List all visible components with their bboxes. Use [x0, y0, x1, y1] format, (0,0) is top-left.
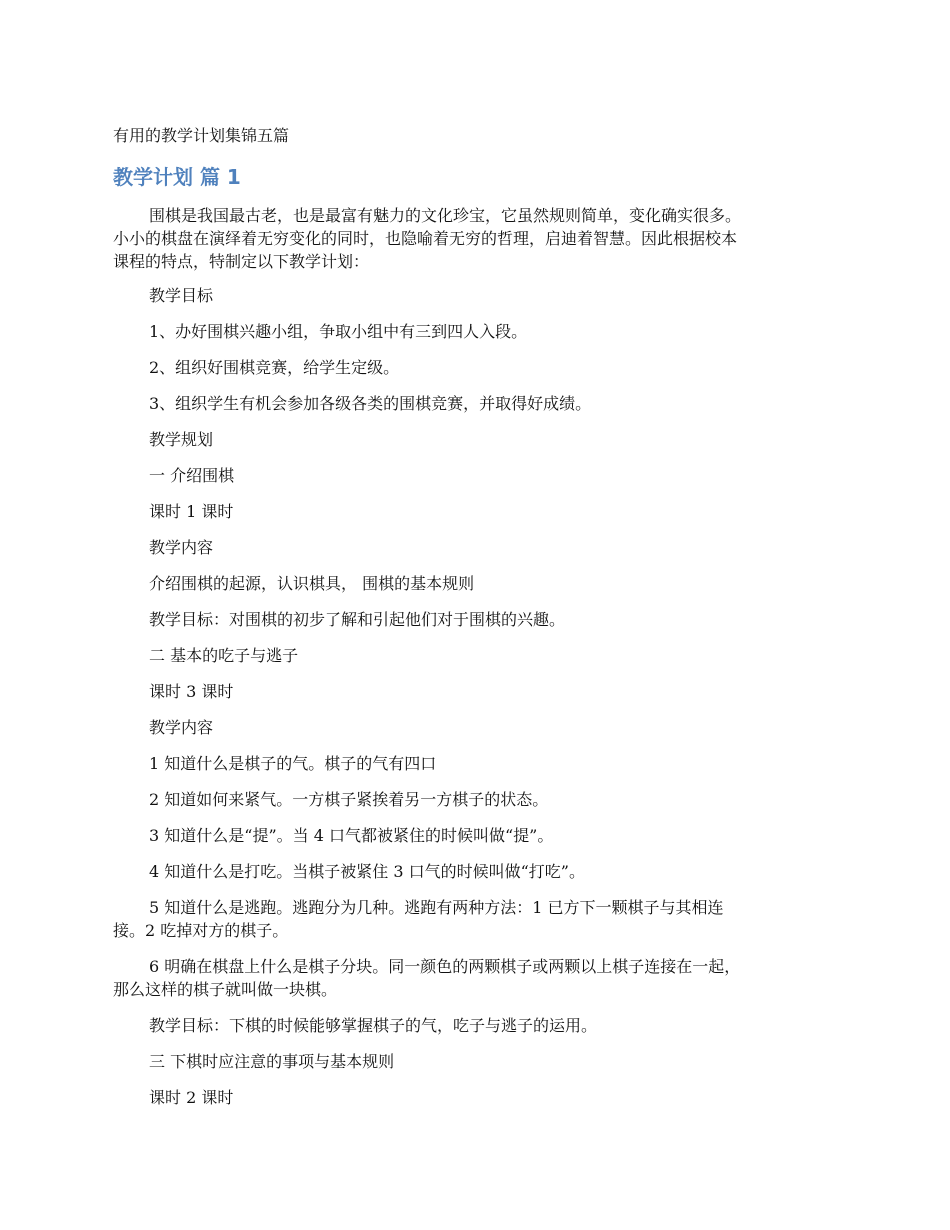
- paragraph-unit-2-hours: 课时 3 课时: [149, 682, 234, 701]
- paragraph-unit-1-goal: 教学目标：对围棋的初步了解和引起他们对于围棋的兴趣。: [149, 610, 566, 629]
- intro-line: 课程的特点，特制定以下教学计划：: [113, 252, 370, 271]
- paragraph-unit-2-title: 二 基本的吃子与逃子: [149, 646, 299, 665]
- paragraph-line: 5 知道什么是逃跑。逃跑分为几种。逃跑有两种方法：1 已方下一颗棋子与其相连: [149, 898, 724, 917]
- paragraph-goal-2: 2、组织好围棋竞赛，给学生定级。: [149, 358, 400, 377]
- paragraph-unit-2-content-label: 教学内容: [149, 718, 214, 737]
- intro-line: 围棋是我国最古老，也是最富有魅力的文化珍宝，它虽然规则简单，变化确实很多。: [149, 206, 742, 225]
- paragraph-unit-3-hours: 课时 2 课时: [149, 1088, 234, 1107]
- paragraph-unit-1-hours: 课时 1 课时: [149, 502, 234, 521]
- paragraph-unit-1-content-label: 教学内容: [149, 538, 214, 557]
- paragraph-line: 接。2 吃掉对方的棋子。: [113, 921, 289, 940]
- paragraph-goal-3: 3、组织学生有机会参加各级各类的围棋竞赛，并取得好成绩。: [149, 394, 592, 413]
- paragraph-unit-2-item-4: 4 知道什么是打吃。当棋子被紧住 3 口气的时候叫做“打吃”。: [149, 862, 585, 881]
- paragraph-line: 6 明确在棋盘上什么是棋子分块。同一颜色的两颗棋子或两颗以上棋子连接在一起，: [149, 957, 741, 976]
- paragraph-unit-2-item-1: 1 知道什么是棋子的气。棋子的气有四口: [149, 754, 437, 773]
- paragraph-line: 那么这样的棋子就叫做一块棋。: [113, 980, 338, 999]
- paragraph-unit-2-item-3: 3 知道什么是“提”。当 4 口气都被紧住的时候叫做“提”。: [149, 826, 554, 845]
- paragraph-teaching-goals-heading: 教学目标: [149, 286, 214, 305]
- paragraph-unit-2-item-5: [113, 896, 843, 942]
- intro-paragraph: [113, 204, 843, 273]
- paragraph-unit-1-title: 一 介绍围棋: [149, 466, 235, 485]
- paragraph-goal-1: 1、办好围棋兴趣小组，争取小组中有三到四人入段。: [149, 322, 528, 341]
- document-title: 有用的教学计划集锦五篇: [113, 126, 290, 145]
- body-paragraphs: [113, 284, 843, 1122]
- section-heading: 教学计划 篇 1: [113, 165, 241, 189]
- paragraph-unit-1-content: 介绍围棋的起源，认识棋具， 围棋的基本规则: [149, 574, 475, 593]
- intro-line: 小小的棋盘在演绎着无穷变化的同时，也隐喻着无穷的哲理，启迪着智慧。因此根据校本: [113, 229, 738, 248]
- paragraph-unit-2-item-6: [113, 955, 843, 1001]
- paragraph-unit-2-item-2: 2 知道如何来紧气。一方棋子紧挨着另一方棋子的状态。: [149, 790, 549, 809]
- paragraph-teaching-plan-heading: 教学规划: [149, 430, 214, 449]
- paragraph-unit-3-title: 三 下棋时应注意的事项与基本规则: [149, 1052, 395, 1071]
- paragraph-unit-2-goal: 教学目标：下棋的时候能够掌握棋子的气，吃子与逃子的运用。: [149, 1016, 598, 1035]
